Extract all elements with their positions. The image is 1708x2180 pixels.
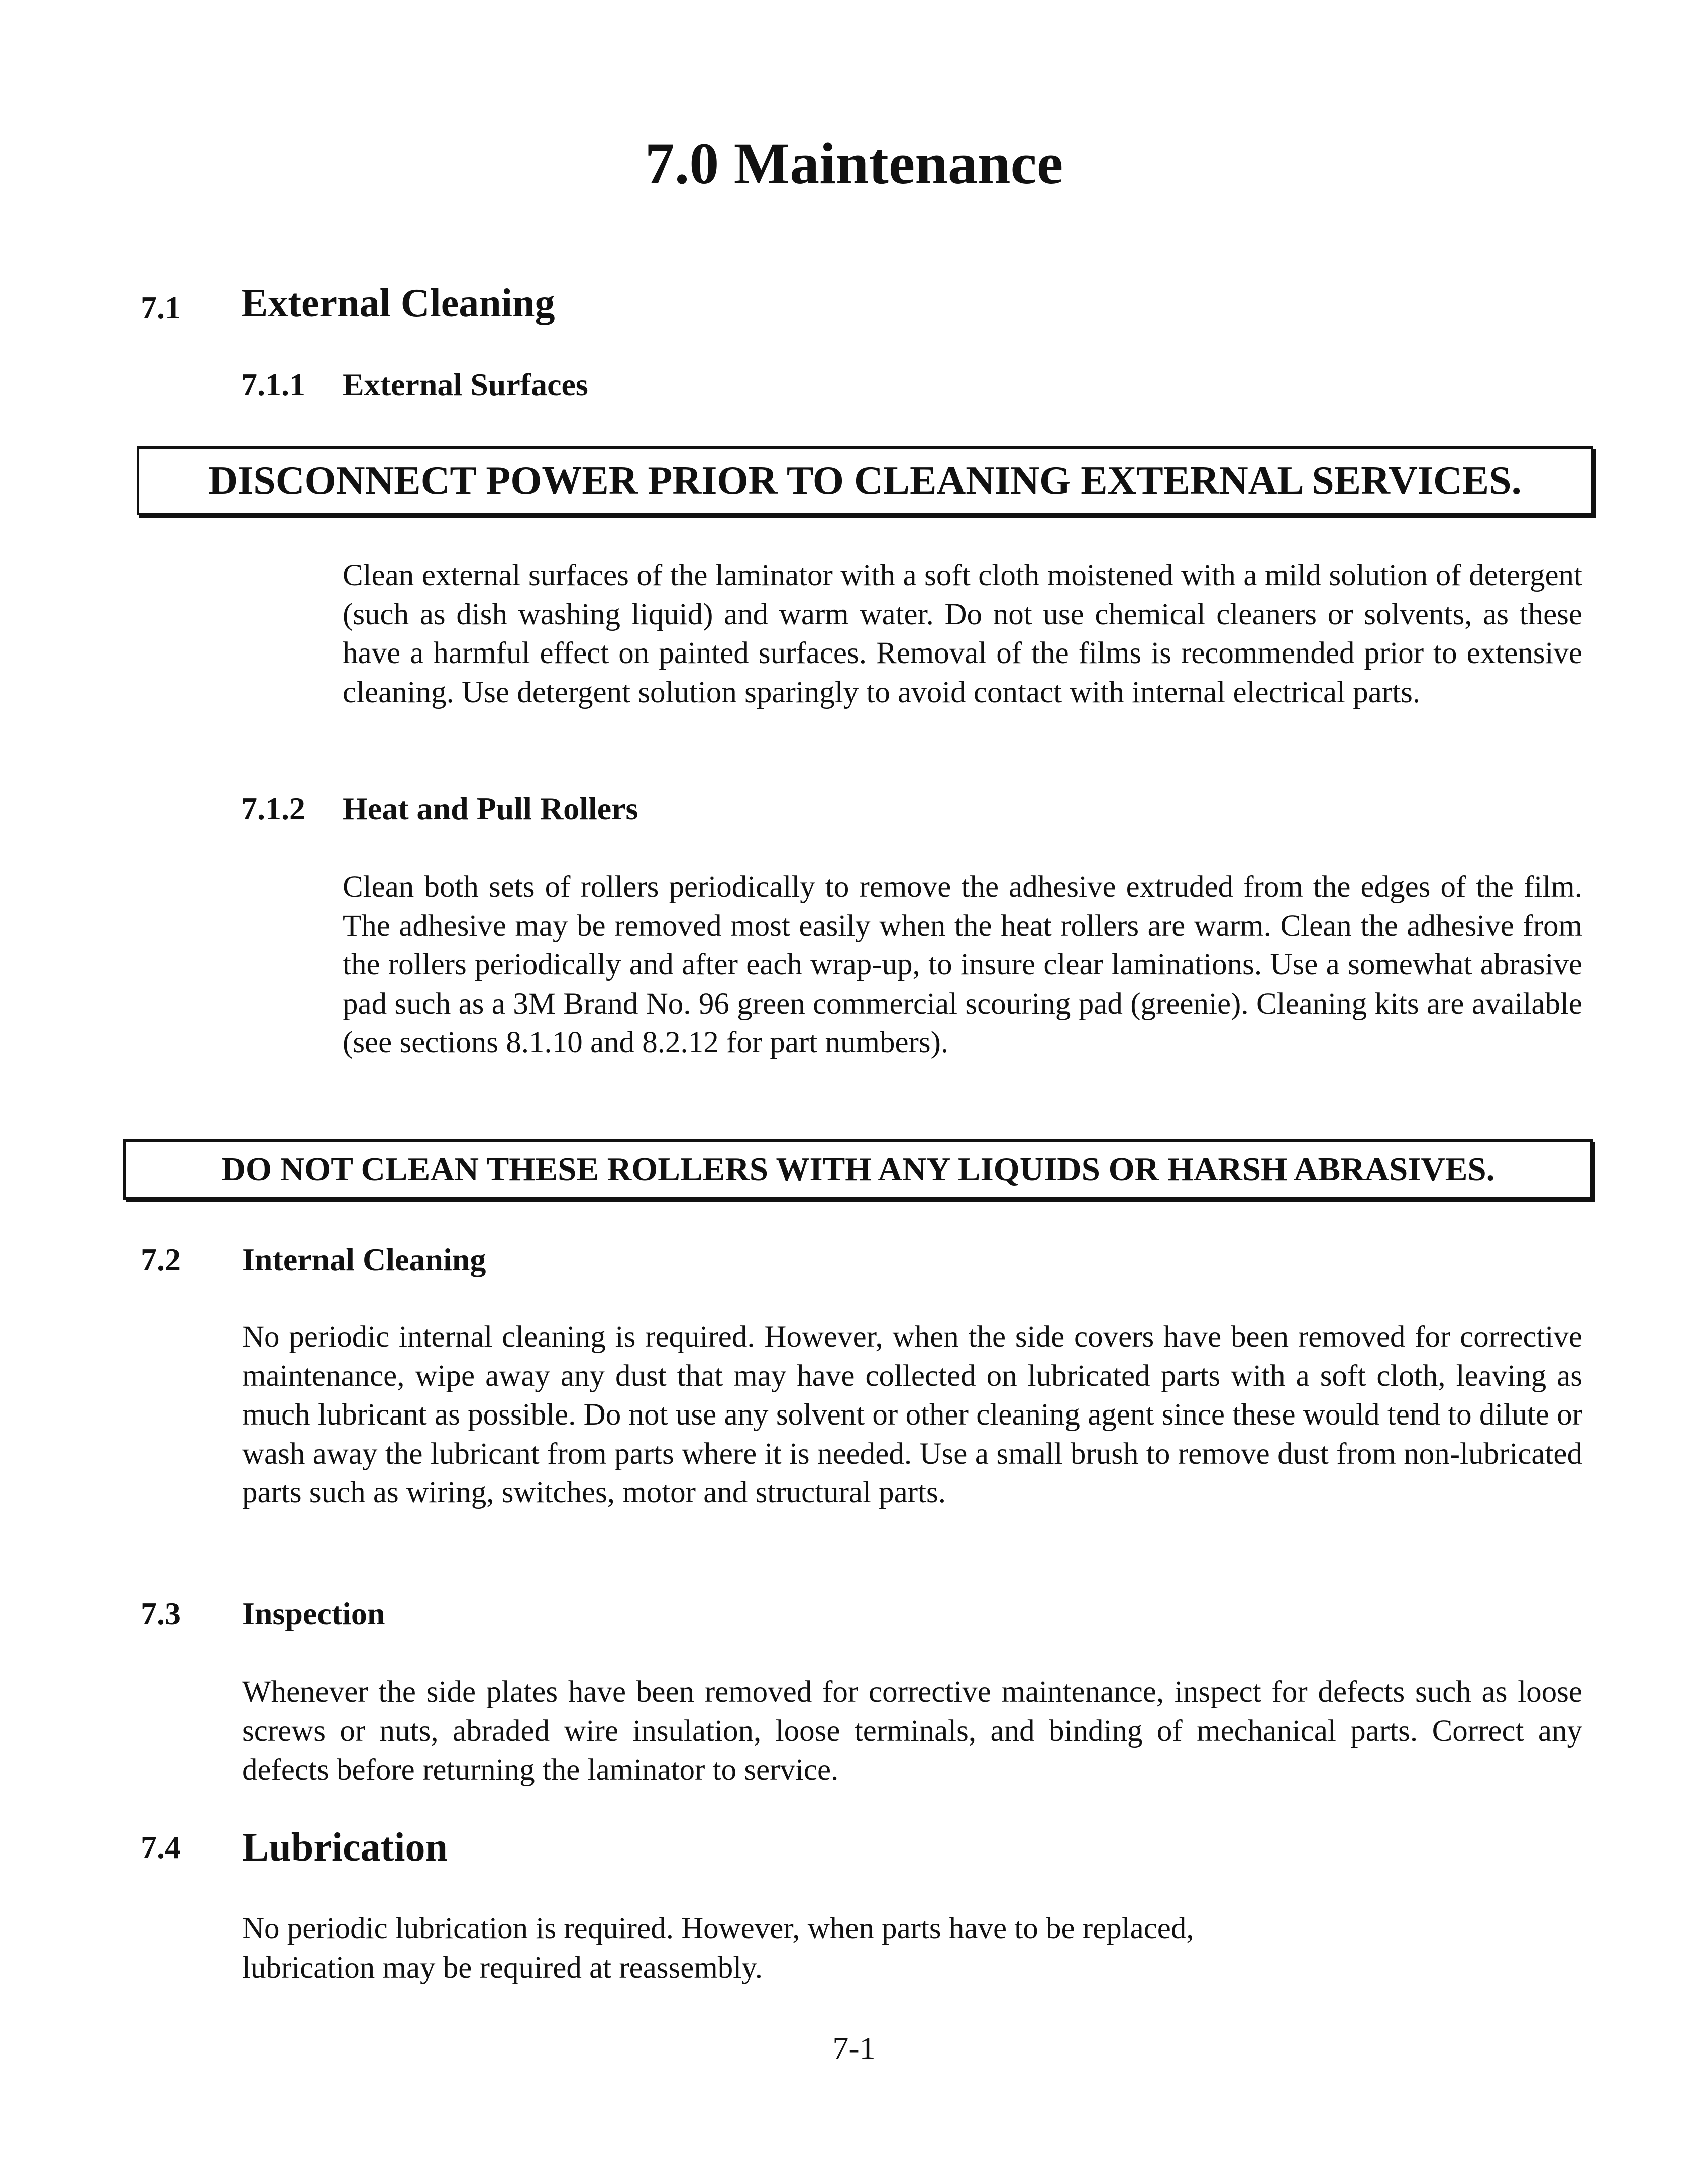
warning-no-liquids: DO NOT CLEAN THESE ROLLERS WITH ANY LIQUIDS OR HARSH ABRASIVES. [123,1139,1593,1200]
paragraph-external-surfaces: Clean external surfaces of the laminator with a soft cloth moistened with a mild solution of detergent (such as dish washing liquid) and warm water. Do not use chemical cleaners or solvents, as these have a harmful effect on painted surfaces. Removal of the films is recommended prior to extensive cleaning. Use detergent solution sparingly to avoid contact with internal electrical parts. [343,559,1582,709]
section-7-3-number: 7.3 [141,1596,181,1631]
paragraph-lubrication-line-2: lubrication may be required at reassembly. [242,1950,763,1985]
section-7-1-1-number: 7.1.1 [241,367,305,402]
section-7-4-title: Lubrication [242,1825,448,1870]
section-7-1-2-number: 7.1.2 [241,791,305,826]
section-7-1-2-title: Heat and Pull Rollers [343,791,638,826]
section-7-3-title: Inspection [242,1596,385,1631]
page-title: 7.0 Maintenance [645,131,1063,196]
paragraph-inspection: Whenever the side plates have been removed for corrective maintenance, inspect for defects such as loose screws or nuts, abraded wire insulation, loose terminals, and binding of mechanical parts. Correct any defects before returning the laminator to service. [242,1675,1582,1787]
paragraph-lubrication-line-1: No periodic lubrication is required. However, when parts have to be replaced, [242,1912,1194,1945]
paragraph-internal-cleaning: No periodic internal cleaning is required. However, when the side covers have been removed for corrective maintenance, wipe away any dust that may have collected on lubricated parts with a soft cloth, leaving as much lubricant as possible. Do not use any solvent or other cleaning agent since these would tend to dilute or wash away the lubricant from parts where it is needed. Use a small brush to remove dust from non-lubricated parts such as wiring, switches, motor and structural parts. [242,1320,1582,1509]
warning-disconnect-power: DISCONNECT POWER PRIOR TO CLEANING EXTERNAL SERVICES. [137,446,1593,515]
section-7-1-1-title: External Surfaces [343,367,588,402]
section-7-4-number: 7.4 [141,1829,181,1865]
section-7-1-title: External Cleaning [241,281,555,325]
page-number: 7-1 [832,2030,876,2066]
paragraph-heat-pull-rollers: Clean both sets of rollers periodically to remove the adhesive extruded from the edges of the film. The adhesive may be removed most easily when the heat rollers are warm. Clean the adhesive from the rollers periodically and after each wrap-up, to insure clear laminations. Use a somewhat abrasive pad such as a 3M Brand No. 96 green commercial scouring pad (greenie). Cleaning kits are available (see sections 8.1.10 and 8.2.12 for part numbers). [343,870,1582,1059]
paragraph-lubrication [242,1909,1582,1987]
section-7-1-number: 7.1 [141,290,181,325]
section-7-2-title: Internal Cleaning [242,1242,486,1277]
section-7-2-number: 7.2 [141,1242,181,1277]
